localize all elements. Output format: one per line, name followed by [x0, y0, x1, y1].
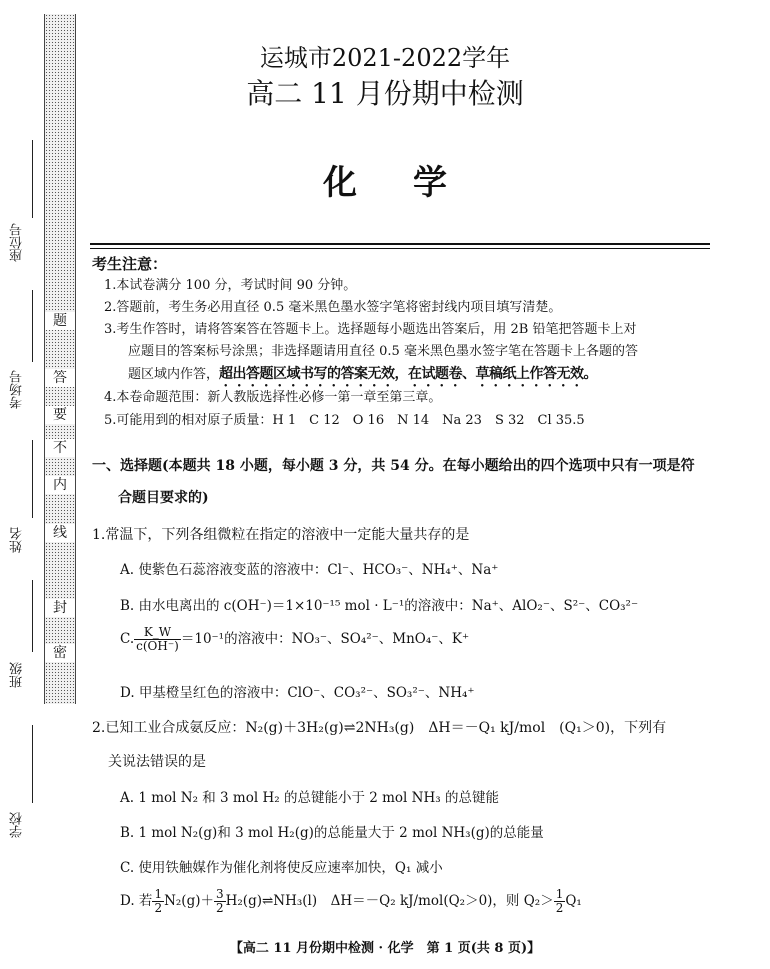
- exam-room-line: [32, 290, 33, 362]
- notice-emphasis: 超出答题区域书写的答案无效，在试题卷、草稿纸上作答无效。: [219, 366, 598, 382]
- fraction-denominator: c(OH⁻): [136, 639, 179, 653]
- notice-item: 4.本卷命题范围：新人教版选择性必修一第一章至第三章。: [104, 390, 442, 405]
- divider-thin: [90, 248, 710, 249]
- atomic-mass-line: 5.可能用到的相对原子质量：H 1 C 12 O 16 N 14 Na 23 S 32 Cl 35.5: [104, 413, 585, 428]
- q1-option-d: D. 甲基橙呈红色的溶液中：ClO⁻、CO₃²⁻、SO₃²⁻、NH₄⁺: [120, 685, 475, 701]
- divider-thick: [90, 243, 710, 245]
- seat-number-line: [32, 140, 33, 218]
- q1-option-a: A. 使紫色石蕊溶液变蓝的溶液中：Cl⁻、HCO₃⁻、NH₄⁺、Na⁺: [120, 562, 499, 578]
- name-line: [32, 440, 33, 518]
- kw-fraction: [134, 626, 181, 653]
- class-label: 班级: [10, 662, 25, 688]
- fraction-numerator: 1: [154, 887, 163, 901]
- question-2-stem-cont: 关说法错误的是: [108, 754, 206, 770]
- q2-option-b: B. 1 mol N₂(g)和 3 mol H₂(g)的总能量大于 2 mol NH₃(g)的总能量: [120, 825, 544, 841]
- section-heading: 一、选择题(本题共 18 小题，每小题 3 分，共 54 分。在每小题给出的四个选项中只有一项是符: [92, 458, 695, 474]
- fraction: [214, 888, 226, 915]
- page-footer: 【高二 11 月份期中检测 · 化学 第 1 页(共 8 页)】: [229, 941, 541, 956]
- q2-option-a: A. 1 mol N₂ 和 3 mol H₂ 的总键能小于 2 mol NH₃ 的总键能: [120, 790, 499, 806]
- question-1-stem: 1.常温下，下列各组微粒在指定的溶液中一定能大量共存的是: [92, 527, 470, 543]
- notice-item-emphasis-line: [128, 364, 712, 390]
- strip-word: 答: [45, 369, 75, 387]
- fraction: [152, 888, 164, 915]
- notice-item-prefix: 题区域内作答，: [128, 367, 220, 382]
- exam-room-label: 考场号: [10, 370, 25, 410]
- notice-title: 考生注意：: [92, 255, 168, 273]
- fraction-denominator: 2: [154, 901, 163, 915]
- strip-word: 内: [45, 476, 75, 494]
- fraction-numerator: 3: [215, 887, 224, 901]
- q1-option-c-prefix: C.: [120, 631, 135, 647]
- q1-option-c: [120, 626, 720, 653]
- q1-option-c-text: ＝10⁻¹的溶液中：NO₃⁻、SO₄²⁻、MnO₄⁻、K⁺: [180, 631, 470, 647]
- q2-option-d-text: H₂(g)⇌NH₃(l) ΔH＝－Q₂ kJ/mol(Q₂＞0)，则 Q₂＞: [225, 893, 554, 909]
- strip-word: 线: [45, 524, 75, 542]
- q1-option-b: B. 由水电离出的 c(OH⁻)＝1×10⁻¹⁵ mol · L⁻¹的溶液中：Na⁺、AlO₂⁻、S²⁻、CO₃²⁻: [120, 598, 639, 614]
- notice-item: 1.本试卷满分 100 分，考试时间 90 分钟。: [104, 278, 357, 293]
- q2-option-d-text: N₂(g)＋: [164, 893, 214, 909]
- name-label: 姓名: [10, 527, 25, 553]
- seat-number-label: 座位号: [10, 223, 25, 263]
- notice-item: 应题目的答案标号涂黑；非选择题请用直径 0.5 毫米黑色墨水签字笔在答题卡上各题的答: [128, 344, 638, 359]
- fraction-denominator: 2: [555, 901, 564, 915]
- school-label: 学校: [10, 812, 25, 838]
- strip-word: 要: [45, 406, 75, 424]
- fraction-numerator: K_W: [134, 626, 181, 640]
- notice-item: 2.答题前，考生务必用直径 0.5 毫米黑色墨水签字笔将密封线内项目填写清楚。: [104, 300, 562, 315]
- question-2-stem: 2.已知工业合成氨反应：N₂(g)＋3H₂(g)⇌2NH₃(g) ΔH＝－Q₁ kJ/mol (Q₁＞0)，下列有: [92, 720, 667, 736]
- q2-option-c: C. 使用铁触媒作为催化剂将使反应速率加快，Q₁ 减小: [120, 860, 443, 876]
- seal-strip: [44, 14, 76, 704]
- q2-option-d-text: Q₁: [565, 893, 582, 909]
- exam-title-line2: 高二 11 月份期中检测: [246, 77, 524, 110]
- subject-title: 化学: [323, 163, 503, 203]
- strip-word: 题: [45, 312, 75, 330]
- fraction-numerator: 1: [555, 887, 564, 901]
- section-heading-cont: 合题目要求的): [118, 490, 209, 506]
- notice-item: 3.考生作答时，请将答案答在答题卡上。选择题每小题选出答案后，用 2B 铅笔把答题卡上对: [104, 322, 637, 337]
- exam-title-line1: 运城市2021-2022学年: [259, 44, 511, 72]
- strip-word: 不: [45, 439, 75, 457]
- fraction: [554, 888, 566, 915]
- strip-word: 密: [45, 644, 75, 662]
- fraction-denominator: 2: [215, 901, 224, 915]
- school-line: [32, 725, 33, 803]
- class-line: [32, 580, 33, 652]
- q2-option-d-prefix: D. 若: [120, 893, 153, 909]
- strip-word: 封: [45, 599, 75, 617]
- q2-option-d: [120, 888, 720, 915]
